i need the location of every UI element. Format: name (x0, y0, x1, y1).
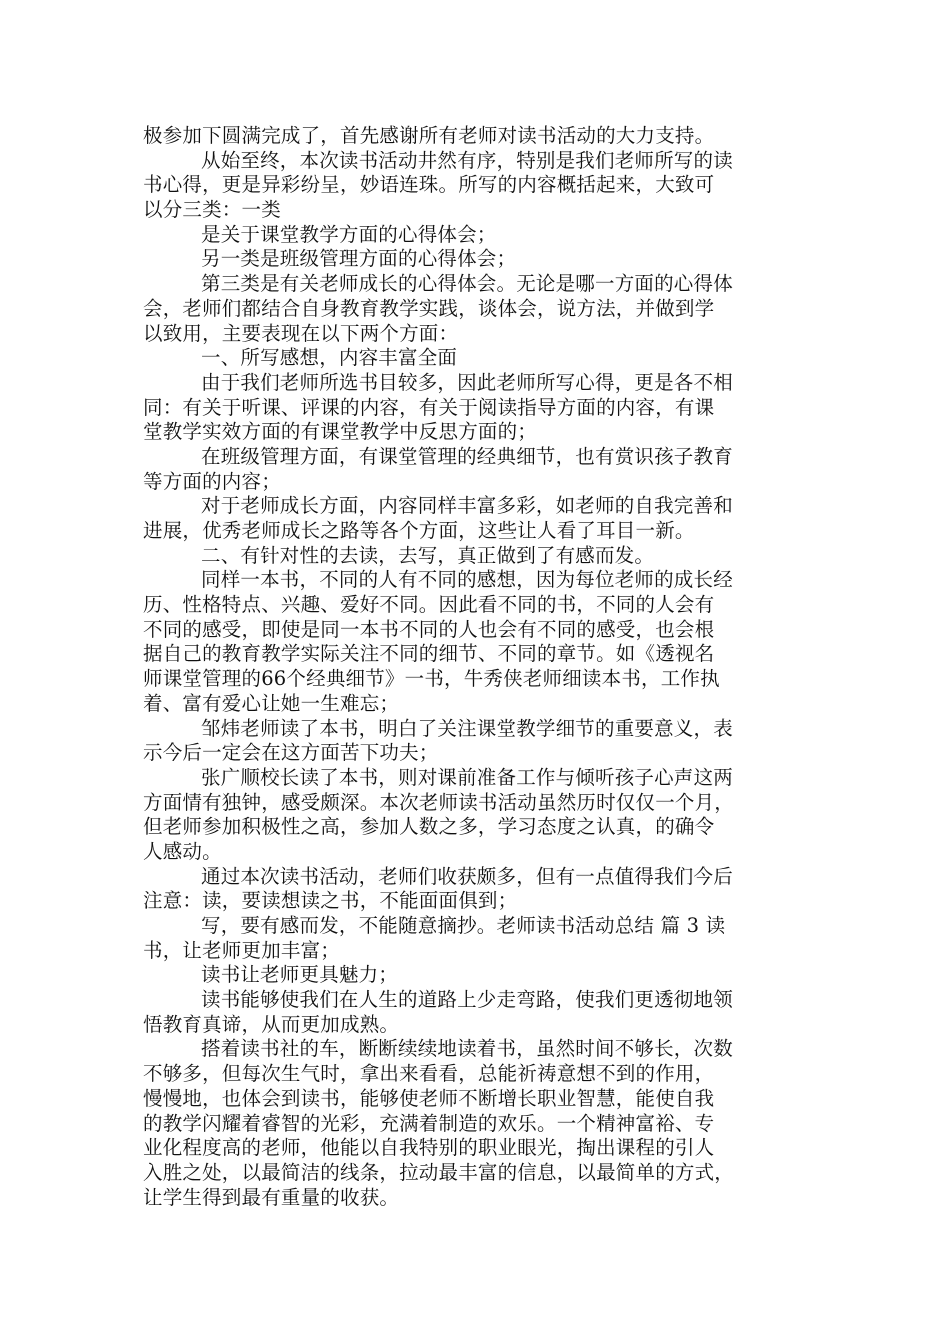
text-line: 是关于课堂教学方面的心得体会； (201, 222, 497, 246)
text-line: 通过本次读书活动，老师们收获颇多，但有一点值得我们今后 (201, 864, 733, 888)
text-line: 悟教育真谛，从而更加成熟。 (143, 1012, 400, 1036)
text-line: 会，老师们都结合自身教育教学实践，谈体会，说方法，并做到学 (143, 296, 715, 320)
text-line: 但老师参加积极性之高，参加人数之多，学习态度之认真，的确令 (143, 815, 715, 839)
text-line: 慢慢地，也体会到读书，能够使老师不断增长职业智慧，能使自我 (143, 1086, 715, 1110)
text-line: 对于老师成长方面，内容同样丰富多彩，如老师的自我完善和 (201, 494, 733, 518)
text-line: 读书能够使我们在人生的道路上少走弯路，使我们更透彻地领 (201, 988, 733, 1012)
text-line: 第三类是有关老师成长的心得体会。无论是哪一方面的心得体 (201, 272, 733, 296)
text-line: 以分三类：一类 (143, 198, 281, 222)
text-line: 从始至终，本次读书活动井然有序，特别是我们老师所写的读 (201, 148, 733, 172)
text-line: 写，要有感而发，不能随意摘抄。老师读书活动总结 篇 3 读 (201, 914, 726, 937)
text-line: 邹炜老师读了本书，明白了关注课堂教学细节的重要意义，表 (201, 716, 733, 740)
text-line: 等方面的内容； (143, 469, 281, 493)
text-line: 读书让老师更具魅力； (201, 963, 399, 987)
text-line: 书心得，更是异彩纷呈，妙语连珠。所写的内容概括起来，大致可 (143, 173, 715, 197)
text-line: 让学生得到最有重量的收获。 (143, 1185, 400, 1209)
text-line: 业化程度高的老师，他能以自我特别的职业眼光，掏出课程的引人 (143, 1136, 715, 1160)
text-line: 着、富有爱心让她一生难忘； (143, 691, 400, 715)
text-line: 极参加下圆满完成了，首先感谢所有老师对读书活动的大力支持。 (143, 124, 715, 147)
text-line: 方面情有独钟，感受颇深。本次老师读书活动虽然历时仅仅一个月， (143, 790, 735, 814)
text-line: 同样一本书，不同的人有不同的感想，因为每位老师的成长经 (201, 568, 733, 592)
text-line: 堂教学实效方面的有课堂教学中反思方面的； (143, 420, 538, 444)
text-line: 一、所写感想，内容丰富全面 (201, 346, 458, 370)
text-line: 历、性格特点、兴趣、爱好不同。因此看不同的书，不同的人会有 (143, 593, 715, 617)
text-line: 二、有针对性的去读，去写，真正做到了有感而发。 (201, 543, 655, 567)
text-line: 师课堂管理的66个经典细节》一书，牛秀侠老师细读本书，工作执 (143, 667, 720, 691)
text-line: 不够多，但每次生气时，拿出来看看，总能祈祷意想不到的作用， (143, 1062, 715, 1086)
text-line: 同：有关于听课、评课的内容，有关于阅读指导方面的内容，有课 (143, 395, 715, 419)
text-line: 入胜之处，以最简洁的线条，拉动最丰富的信息，以最简单的方式， (143, 1160, 735, 1184)
text-line: 以致用，主要表现在以下两个方面： (143, 321, 459, 345)
text-line: 注意：读，要读想读之书，不能面面俱到； (143, 889, 518, 913)
text-line: 书，让老师更加丰富； (143, 938, 341, 962)
text-line: 搭着读书社的车，断断续续地读着书，虽然时间不够长，次数 (201, 1037, 733, 1061)
text-line: 进展，优秀老师成长之路等各个方面，这些让人看了耳目一新。 (143, 519, 695, 542)
document-body (143, 124, 813, 1210)
text-line: 不同的感受，即使是同一本书不同的人也会有不同的感受，也会根 (143, 617, 715, 641)
text-line: 的教学闪耀着睿智的光彩，充满着制造的欢乐。一个精神富裕、专 (143, 1111, 715, 1135)
text-line: 在班级管理方面，有课堂管理的经典细节，也有赏识孩子教育 (201, 444, 733, 468)
text-line: 由于我们老师所选书目较多，因此老师所写心得，更是各不相 (201, 370, 733, 394)
text-line: 张广顺校长读了本书，则对课前准备工作与倾听孩子心声这两 (201, 765, 733, 789)
text-line: 人感动。 (143, 839, 222, 863)
text-line: 另一类是班级管理方面的心得体会； (201, 247, 517, 271)
text-line: 示今后一定会在这方面苦下功夫； (143, 741, 439, 765)
text-line: 据自己的教育教学实际关注不同的细节、不同的章节。如《透视名 (143, 642, 715, 666)
